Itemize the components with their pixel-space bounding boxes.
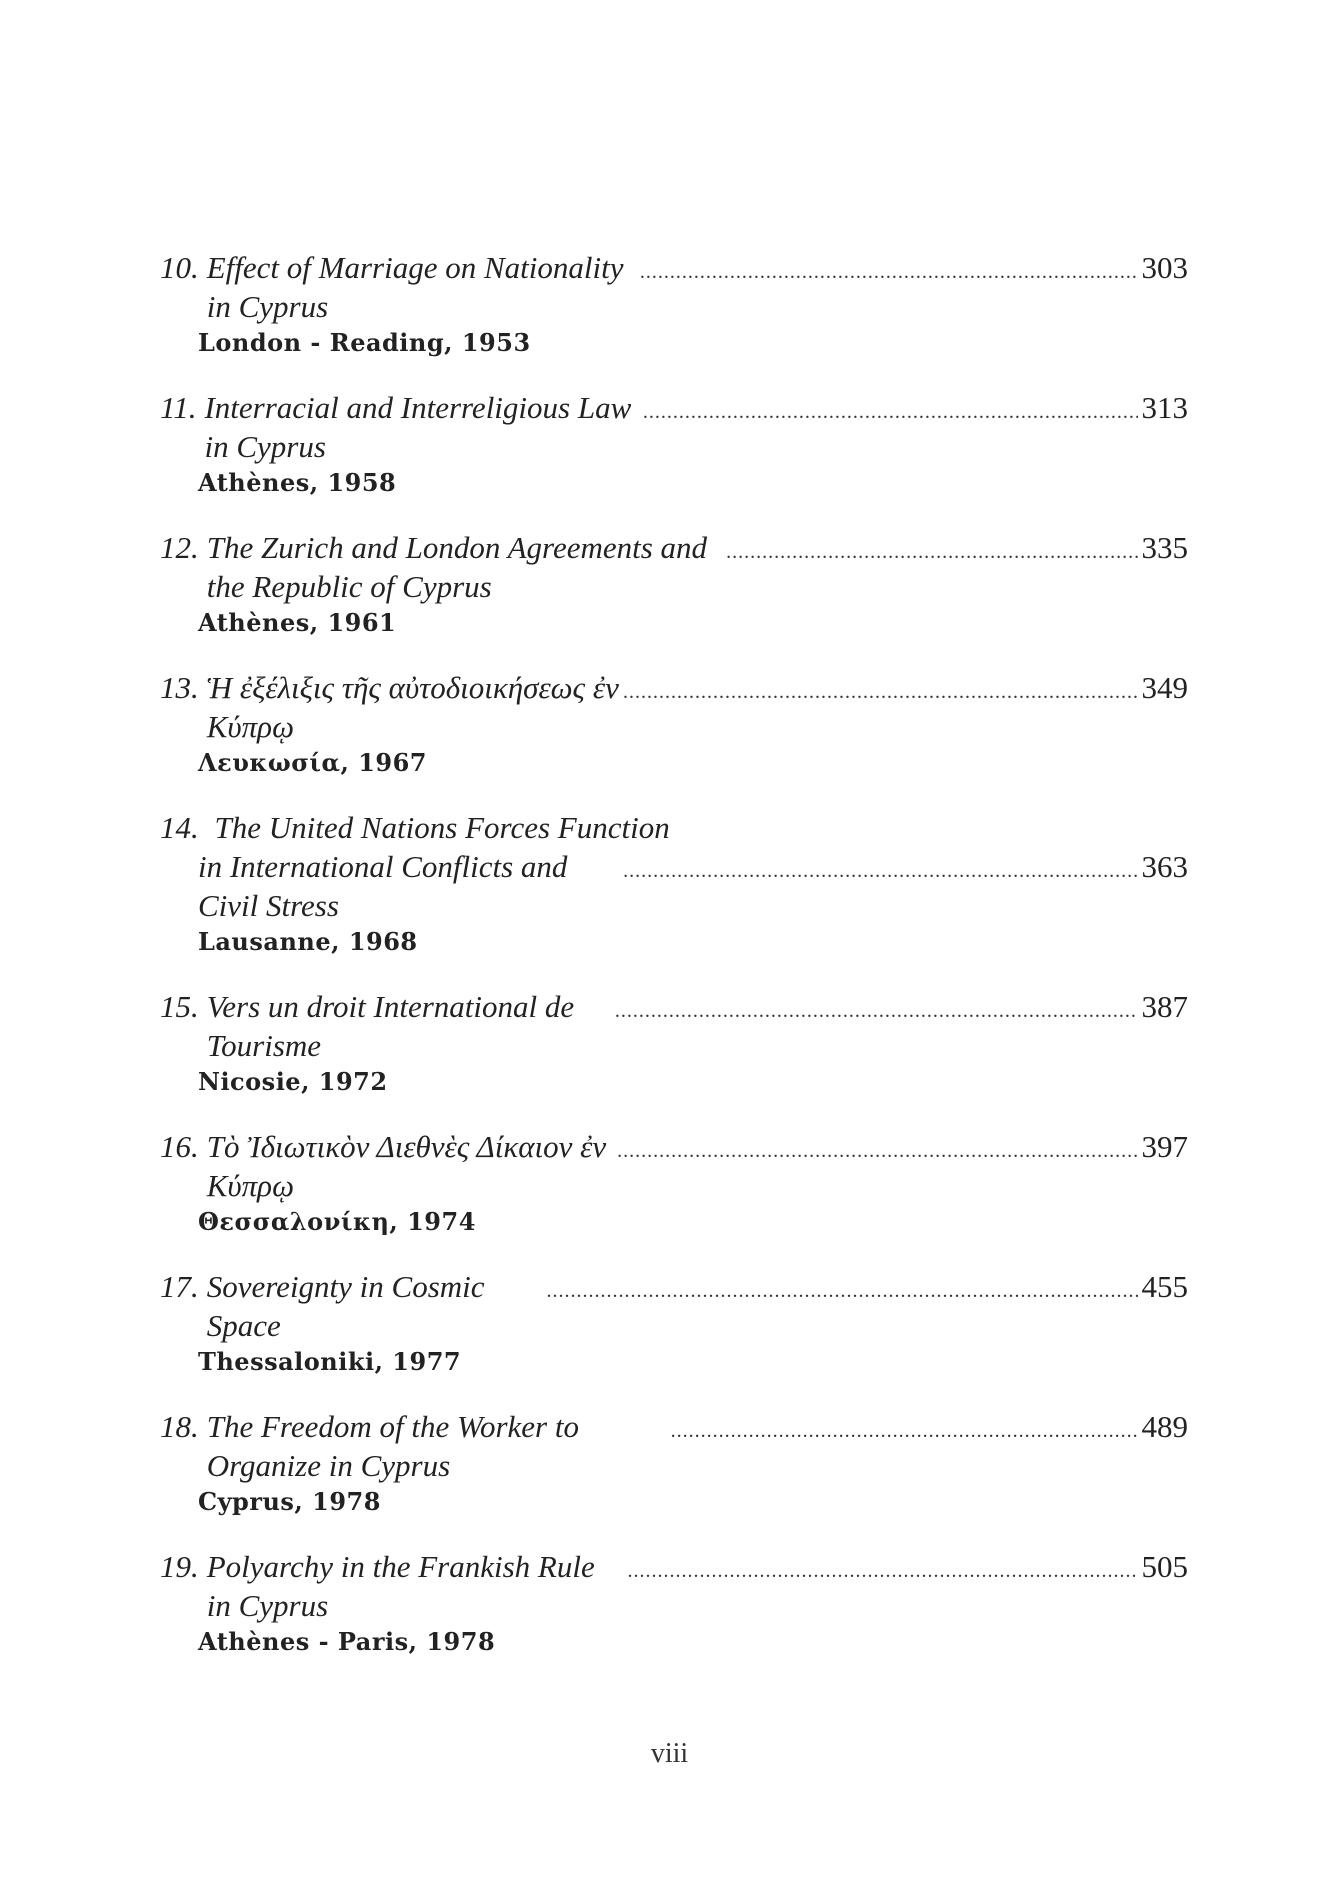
dot-leader bbox=[615, 992, 1138, 1031]
entry-place-year: Nicosie, 1972 bbox=[198, 1067, 388, 1096]
toc-entry bbox=[160, 248, 1188, 360]
entry-place-year: Thessaloniki, 1977 bbox=[198, 1347, 462, 1376]
page-number: 455 bbox=[1141, 1269, 1188, 1304]
entry-number: 12. bbox=[160, 530, 199, 565]
dot-leader bbox=[623, 852, 1137, 891]
toc-entry bbox=[160, 1407, 1188, 1519]
toc-title-line[interactable] bbox=[160, 248, 1188, 326]
page-number: 387 bbox=[1141, 989, 1188, 1024]
toc-title-first-line[interactable] bbox=[160, 808, 1188, 847]
dot-leader bbox=[623, 673, 1138, 712]
dot-leader bbox=[640, 253, 1138, 292]
dot-leader bbox=[726, 533, 1137, 572]
entry-place-year: Athènes, 1961 bbox=[198, 608, 397, 637]
page-number: 313 bbox=[1141, 390, 1188, 425]
dot-leader bbox=[617, 1132, 1137, 1171]
toc-title-line[interactable] bbox=[160, 1127, 1188, 1205]
toc-entry bbox=[160, 668, 1188, 780]
page-number: 505 bbox=[1141, 1549, 1188, 1584]
entry-number: 13. bbox=[160, 670, 199, 705]
entry-place-year: Lausanne, 1968 bbox=[198, 927, 418, 956]
entry-number: 18. bbox=[160, 1409, 199, 1444]
dot-leader bbox=[546, 1272, 1137, 1311]
entry-number: 17. bbox=[160, 1269, 199, 1304]
entry-title: Ἡ ἐξέλιξις τῆς αὐτοδιοικήσεως ἐν Κύπρῳ bbox=[206, 670, 619, 744]
entry-title: Sovereignty in Cosmic Space bbox=[206, 1269, 485, 1343]
toc-entry bbox=[160, 1127, 1188, 1239]
entry-title: Vers un droit International de Tourisme bbox=[206, 989, 575, 1063]
toc-title-line[interactable] bbox=[160, 528, 1188, 606]
entry-number: 16. bbox=[160, 1129, 199, 1164]
toc-entry bbox=[160, 987, 1188, 1099]
toc-title-line[interactable] bbox=[160, 1547, 1188, 1625]
entry-place-year: Θεσσαλονίκη, 1974 bbox=[198, 1207, 476, 1236]
toc-title-line[interactable] bbox=[160, 388, 1188, 466]
page-number: 349 bbox=[1141, 670, 1188, 705]
page-number: 335 bbox=[1141, 530, 1188, 565]
toc-title-line[interactable] bbox=[160, 847, 1188, 925]
entry-title: The Freedom of the Worker to Organize in Cyprus bbox=[206, 1409, 579, 1483]
toc-title-line[interactable] bbox=[160, 987, 1188, 1065]
entry-place-year: Λευκωσία, 1967 bbox=[198, 748, 427, 777]
table-of-contents bbox=[160, 248, 1188, 1687]
entry-place-year: Cyprus, 1978 bbox=[198, 1487, 381, 1516]
toc-entry bbox=[160, 528, 1188, 640]
dot-leader bbox=[643, 393, 1138, 432]
toc-title-line[interactable] bbox=[160, 668, 1188, 746]
entry-title-line2: in International Conflicts and Civil Stress bbox=[198, 849, 568, 923]
entry-number: 19. bbox=[160, 1549, 199, 1584]
toc-entry bbox=[160, 1267, 1188, 1379]
entry-place-year: Athènes, 1958 bbox=[198, 468, 397, 497]
toc-title-line[interactable] bbox=[160, 1407, 1188, 1485]
page-number: 489 bbox=[1141, 1409, 1188, 1444]
toc-entry bbox=[160, 388, 1188, 500]
entry-title: Τὸ Ἰδιωτικὸν Διεθνὲς Δίκαιον ἐν Κύπρῳ bbox=[206, 1129, 607, 1203]
toc-entry bbox=[160, 1547, 1188, 1659]
toc-title-line[interactable] bbox=[160, 1267, 1188, 1345]
dot-leader bbox=[671, 1412, 1138, 1451]
entry-title-line1: The United Nations Forces Function bbox=[214, 810, 670, 845]
page-number: 397 bbox=[1141, 1129, 1188, 1164]
entry-number: 11. bbox=[160, 390, 197, 425]
entry-title: Polyarchy in the Frankish Rule in Cyprus bbox=[206, 1549, 595, 1623]
page-number: 363 bbox=[1141, 849, 1188, 884]
dot-leader bbox=[627, 1552, 1137, 1591]
page-folio-number: viii bbox=[650, 1738, 689, 1769]
toc-entry bbox=[160, 808, 1188, 959]
entry-number: 14. bbox=[160, 810, 199, 845]
entry-place-year: London - Reading, 1953 bbox=[198, 328, 531, 357]
page-number: 303 bbox=[1141, 250, 1188, 285]
entry-title: The Zurich and London Agreements and the Republic of Cyprus bbox=[206, 530, 708, 604]
entry-number: 10. bbox=[160, 250, 199, 285]
entry-title: Interracial and Interreligious Law in Cyprus bbox=[204, 390, 632, 464]
entry-place-year: Athènes - Paris, 1978 bbox=[198, 1627, 496, 1656]
entry-title: Effect of Marriage on Nationality in Cyprus bbox=[206, 250, 624, 324]
entry-number: 15. bbox=[160, 989, 199, 1024]
